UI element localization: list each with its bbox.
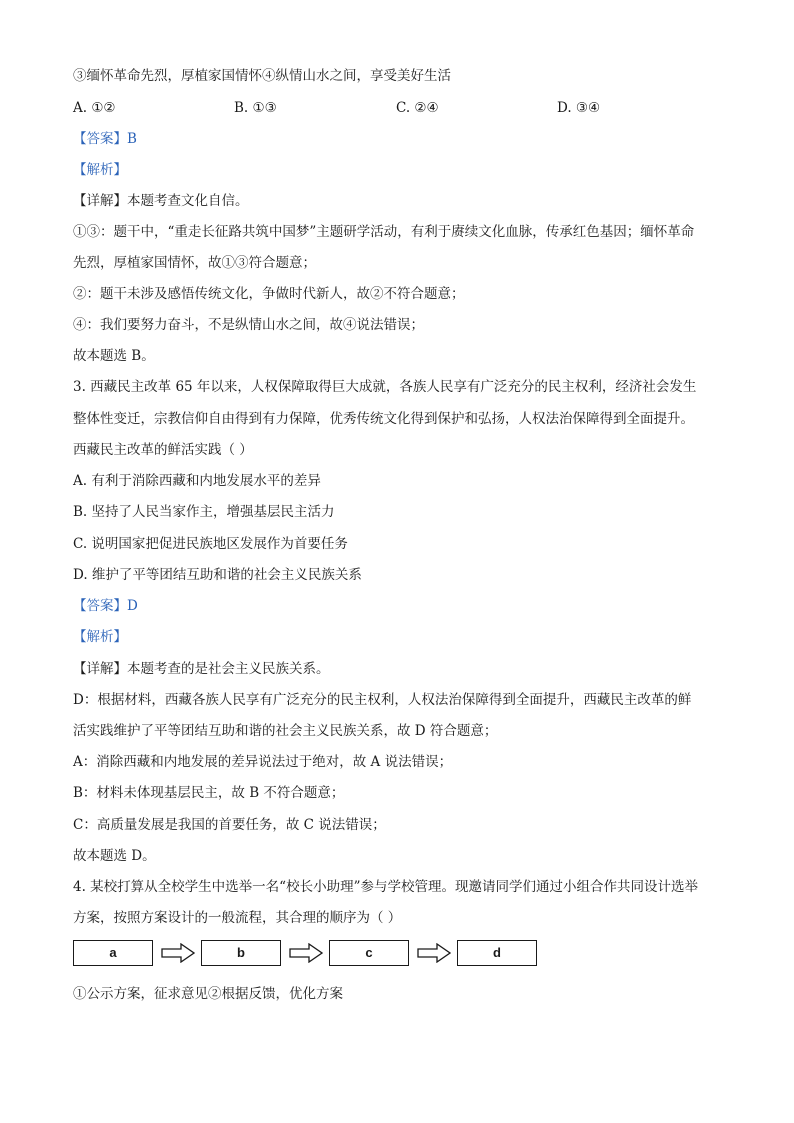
q3-explanation-line: B：材料未体现基层民主，故 B 不符合题意； — [73, 785, 345, 801]
q2-statement-line: ③缅怀革命先烈，厚植家国情怀④纵情山水之间，享受美好生活 — [73, 68, 451, 84]
q2-answer: 【答案】B — [73, 131, 137, 147]
flow-arrow-icon — [417, 943, 451, 963]
q2-detail-intro: 【详解】本题考查文化自信。 — [73, 193, 249, 209]
q3-option-b: B. 坚持了人民当家作主，增强基层民主活力 — [73, 504, 335, 520]
q2-explanation-line: 先烈，厚植家国情怀，故①③符合题意； — [73, 255, 316, 271]
q3-explanation-line: 活实践维护了平等团结互助和谐的社会主义民族关系，故 D 符合题意； — [73, 723, 498, 739]
q4-statement-line: ①公示方案，征求意见②根据反馈，优化方案 — [73, 986, 343, 1002]
q4-stem-line: 4. 某校打算从全校学生中选举一名“校长小助理”参与学校管理。现邀请同学们通过小组合作共同设计选举 — [73, 879, 698, 895]
q2-explanation-line: ②：题干未涉及感悟传统文化，争做时代新人，故②不符合题意； — [73, 286, 465, 302]
q3-stem-line: 整体性变迁，宗教信仰自由得到有力保障，优秀传统文化得到保护和弘扬，人权法治保障得到全面提升。 — [73, 411, 694, 427]
q3-answer: 【答案】D — [73, 598, 138, 614]
flow-box-b: b — [201, 940, 281, 966]
flow-arrow-icon — [161, 943, 195, 963]
q3-detail-intro: 【详解】本题考查的是社会主义民族关系。 — [73, 661, 330, 677]
q2-explanation-line: ④：我们要努力奋斗，不是纵情山水之间，故④说法错误； — [73, 317, 424, 333]
q2-explanation-line: ①③：题干中，“重走长征路共筑中国梦”主题研学活动，有利于赓续文化血脉，传承红色基因；缅怀革命 — [73, 224, 695, 240]
q3-stem-line: 西藏民主改革的鲜活实践（ ） — [73, 442, 253, 458]
q3-stem-line: 3. 西藏民主改革 65 年以来，人权保障取得巨大成就，各族人民享有广泛充分的民主权利，经济社会发生 — [73, 379, 697, 395]
q4-stem-line: 方案，按照方案设计的一般流程，其合理的顺序为（ ） — [73, 910, 402, 926]
flow-arrow-icon — [289, 943, 323, 963]
q3-analysis-label: 【解析】 — [73, 629, 127, 645]
flow-box-d: d — [457, 940, 537, 966]
q3-explanation-line: D：根据材料，西藏各族人民享有广泛充分的民主权利，人权法治保障得到全面提升，西藏民主改革的鲜 — [73, 692, 692, 708]
q3-option-c: C. 说明国家把促进民族地区发展作为首要任务 — [73, 536, 348, 552]
q2-option-c: C. ②④ — [396, 100, 439, 116]
flow-box-c: c — [329, 940, 409, 966]
q2-option-d: D. ③④ — [557, 100, 601, 116]
q3-conclusion: 故本题选 D。 — [73, 848, 156, 864]
q2-conclusion: 故本题选 B。 — [73, 348, 155, 364]
q3-option-a: A. 有利于消除西藏和内地发展水平的差异 — [73, 473, 321, 489]
q3-option-d: D. 维护了平等团结互助和谐的社会主义民族关系 — [73, 567, 362, 583]
q2-analysis-label: 【解析】 — [73, 162, 127, 178]
q2-option-a: A. ①② — [73, 100, 116, 116]
q4-flow-diagram — [73, 940, 543, 970]
q3-explanation-line: A：消除西藏和内地发展的差异说法过于绝对，故 A 说法错误； — [73, 754, 453, 770]
q2-option-b: B. ①③ — [234, 100, 277, 116]
q3-explanation-line: C：高质量发展是我国的首要任务，故 C 说法错误； — [73, 817, 386, 833]
flow-box-a: a — [73, 940, 153, 966]
